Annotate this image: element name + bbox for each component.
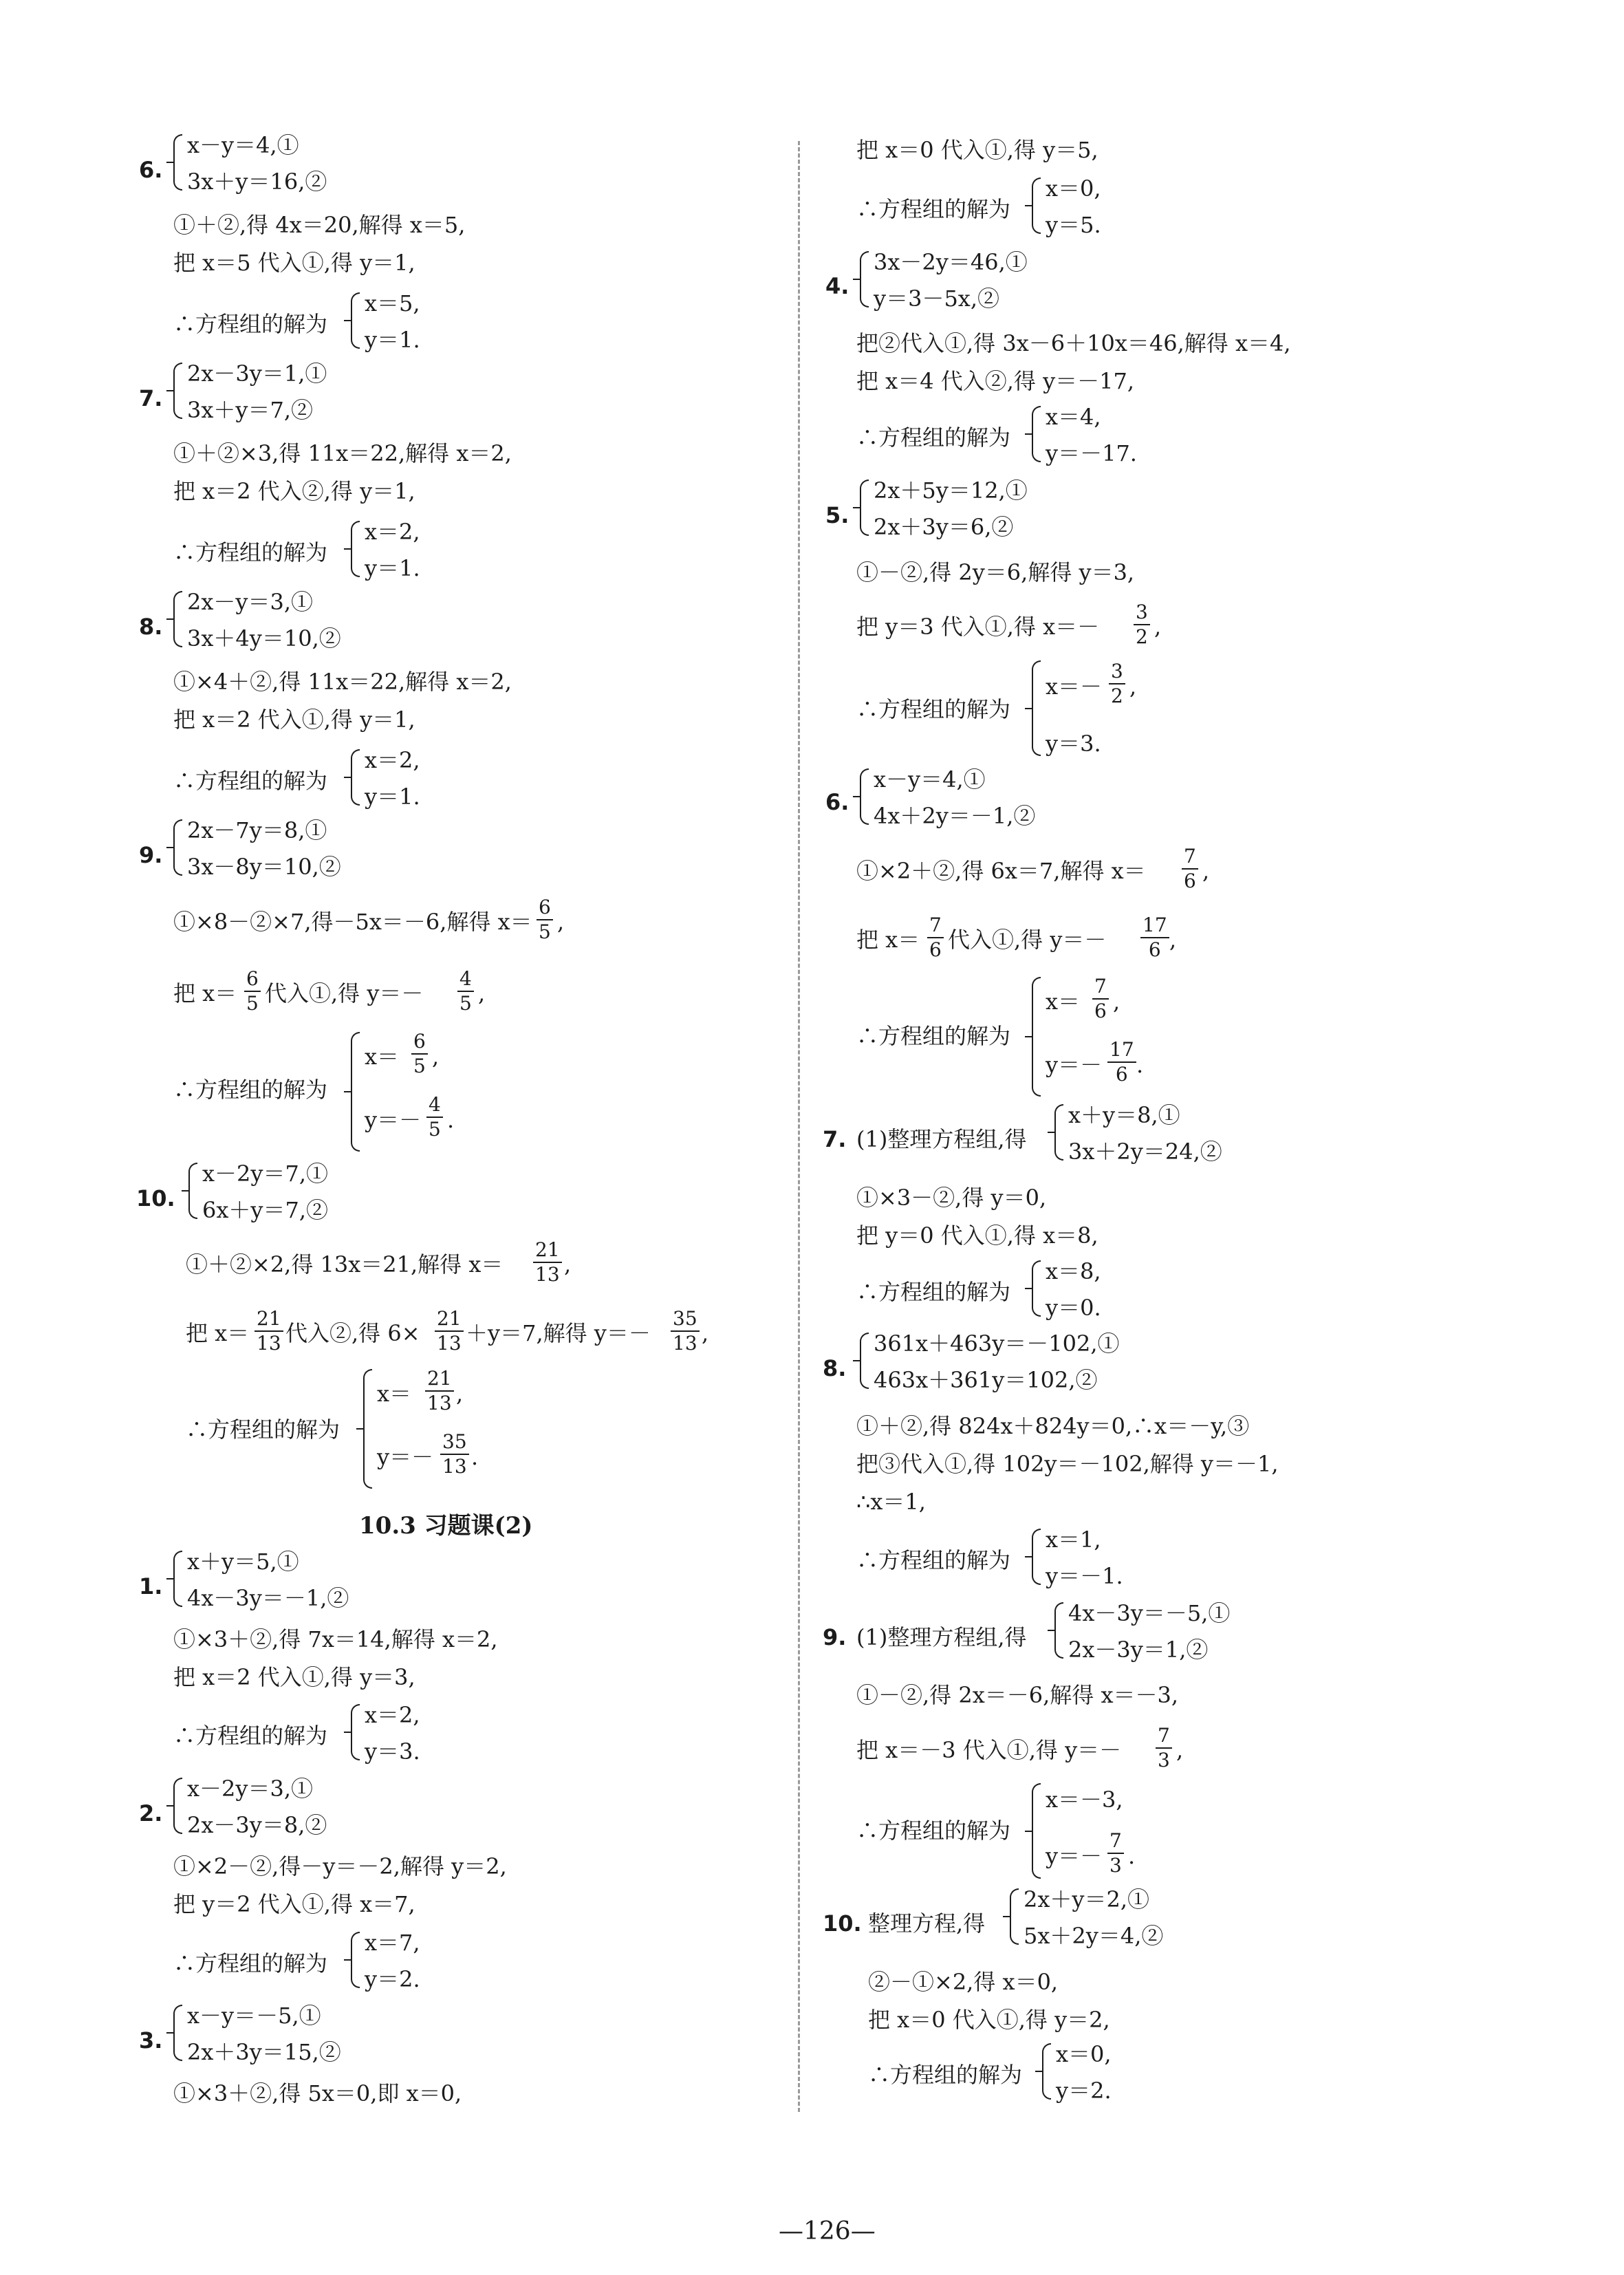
solution-x: x＝ bbox=[377, 1381, 412, 1407]
solution-x: x＝2, bbox=[365, 519, 420, 545]
equation-1: x－2y＝3,① bbox=[187, 1776, 314, 1802]
equation-2: 3x－8y＝10,② bbox=[187, 854, 341, 880]
fraction: $\frac{35}{13}$ bbox=[440, 1432, 469, 1476]
solution-y: y＝－17. bbox=[1046, 440, 1137, 466]
problem-intro: 整理方程,得 bbox=[868, 1910, 986, 1937]
conclusion-label: ∴方程组的解为 bbox=[856, 196, 1011, 222]
problem-number: 6. bbox=[139, 157, 163, 183]
solution-y: y＝3. bbox=[1046, 731, 1101, 757]
equation-2: 2x－3y＝1,② bbox=[1068, 1637, 1209, 1663]
equation-1: x＋y＝5,① bbox=[187, 1549, 299, 1575]
equation-2: 2x－3y＝8,② bbox=[187, 1812, 327, 1838]
equation-2: 4x＋2y＝－1,② bbox=[874, 803, 1036, 829]
solution-step: 代入①,得 y＝－ bbox=[265, 980, 424, 1006]
solution-step: ①×2－②,得－y＝－2,解得 y＝2, bbox=[173, 1853, 507, 1879]
solution-x: x＝8, bbox=[1046, 1258, 1101, 1284]
problem-number: 7. bbox=[823, 1126, 847, 1152]
section-title: 10.3 习题课(2) bbox=[359, 1512, 533, 1540]
punctuation: , bbox=[1169, 927, 1177, 953]
solution-y: y＝－ bbox=[1046, 1843, 1103, 1869]
solution-y: y＝－ bbox=[377, 1444, 434, 1470]
solution-step: 把 x＝0 代入①,得 y＝5, bbox=[856, 137, 1098, 163]
equation-2: 463x＋361y＝102,② bbox=[874, 1367, 1098, 1393]
fraction: $\frac{7}{6}$ bbox=[1182, 847, 1198, 891]
conclusion-label: ∴方程组的解为 bbox=[856, 1023, 1011, 1049]
solution-step: ①＋②×2,得 13x＝21,解得 x＝ bbox=[186, 1251, 504, 1277]
fraction: $\frac{6}{5}$ bbox=[537, 898, 553, 942]
solution-step: 代入②,得 6× bbox=[285, 1320, 420, 1346]
problem-number: 2. bbox=[139, 1800, 163, 1826]
solution-step: 代入①,得 y＝－ bbox=[948, 927, 1107, 953]
solution-step: 把 x＝2 代入①,得 y＝1, bbox=[173, 707, 415, 733]
punctuation: , bbox=[1176, 1737, 1184, 1763]
fraction: $\frac{7}{6}$ bbox=[1092, 977, 1109, 1021]
problem-number: 8. bbox=[139, 614, 163, 640]
problem-number: 9. bbox=[139, 842, 163, 868]
fraction: $\frac{7}{3}$ bbox=[1156, 1726, 1172, 1770]
solution-step: 把 y＝3 代入①,得 x＝－ bbox=[856, 614, 1100, 640]
solution-y: y＝1. bbox=[365, 327, 420, 353]
conclusion-label: ∴方程组的解为 bbox=[173, 1723, 328, 1749]
problem-number: 7. bbox=[139, 385, 163, 411]
solution-x: x＝－3, bbox=[1046, 1787, 1123, 1813]
equation-1: 2x＋5y＝12,① bbox=[874, 477, 1028, 504]
equation-2: 6x＋y＝7,② bbox=[202, 1197, 329, 1223]
solution-x: x＝0, bbox=[1056, 2041, 1112, 2067]
punctuation: , bbox=[432, 1044, 440, 1070]
problem-number: 1. bbox=[139, 1573, 163, 1599]
solution-x: x＝0, bbox=[1046, 175, 1101, 202]
punctuation: , bbox=[1129, 673, 1137, 700]
solution-step: 把 x＝2 代入②,得 y＝1, bbox=[173, 478, 415, 504]
equation-1: 3x－2y＝46,① bbox=[874, 249, 1028, 275]
solution-step: 把 x＝5 代入①,得 y＝1, bbox=[173, 250, 415, 276]
solution-step: 把③代入①,得 102y＝－102,解得 y＝－1, bbox=[856, 1451, 1279, 1477]
solution-step: 把 x＝0 代入①,得 y＝2, bbox=[868, 2007, 1110, 2033]
equation-1: x－y＝4,① bbox=[874, 766, 986, 793]
problem-intro: (1)整理方程组,得 bbox=[856, 1126, 1027, 1152]
problem-number: 9. bbox=[823, 1624, 847, 1650]
fraction: $\frac{3}{2}$ bbox=[1109, 662, 1125, 706]
equation-2: 2x＋3y＝6,② bbox=[874, 514, 1014, 540]
punctuation: . bbox=[1128, 1843, 1136, 1869]
equation-2: y＝3－5x,② bbox=[874, 285, 1000, 312]
solution-step: ①＋②×3,得 11x＝22,解得 x＝2, bbox=[173, 440, 512, 466]
conclusion-label: ∴方程组的解为 bbox=[856, 1279, 1011, 1305]
conclusion-label: ∴方程组的解为 bbox=[173, 768, 328, 794]
solution-y: y＝5. bbox=[1046, 212, 1101, 238]
problem-number: 5. bbox=[825, 502, 849, 528]
fraction: $\frac{17}{6}$ bbox=[1107, 1040, 1136, 1084]
solution-step: 把 x＝ bbox=[173, 980, 237, 1006]
conclusion-label: ∴方程组的解为 bbox=[173, 1077, 328, 1103]
solution-step: 把 x＝－3 代入①,得 y＝－ bbox=[856, 1737, 1122, 1763]
conclusion-label: ∴方程组的解为 bbox=[173, 539, 328, 565]
solution-y: y＝2. bbox=[1056, 2078, 1112, 2104]
fraction: $\frac{21}{13}$ bbox=[435, 1309, 464, 1353]
punctuation: . bbox=[447, 1107, 455, 1133]
fraction: $\frac{7}{6}$ bbox=[927, 916, 944, 960]
solution-step: 把 x＝ bbox=[186, 1320, 250, 1346]
solution-step: ①×2＋②,得 6x＝7,解得 x＝ bbox=[856, 858, 1146, 884]
solution-step: ∴x＝1, bbox=[856, 1489, 926, 1515]
solution-step: 把 y＝0 代入①,得 x＝8, bbox=[856, 1222, 1098, 1249]
fraction: $\frac{4}{5}$ bbox=[457, 969, 474, 1013]
problem-number: 6. bbox=[825, 789, 849, 815]
solution-x: x＝ bbox=[1046, 989, 1081, 1015]
solution-step: 把 x＝ bbox=[856, 927, 920, 953]
solution-step: ①×4＋②,得 11x＝22,解得 x＝2, bbox=[173, 669, 512, 695]
column-divider bbox=[798, 141, 800, 2112]
solution-step: ＋y＝7,解得 y＝－ bbox=[466, 1320, 651, 1346]
solution-step: ①－②,得 2y＝6,解得 y＝3, bbox=[856, 559, 1135, 585]
equation-1: x－2y＝7,① bbox=[202, 1161, 329, 1187]
solution-y: y＝0. bbox=[1046, 1295, 1101, 1321]
solution-step: ①×3－②,得 y＝0, bbox=[856, 1185, 1047, 1211]
fraction: $\frac{21}{13}$ bbox=[425, 1369, 454, 1413]
problem-number: 10. bbox=[823, 1910, 862, 1937]
solution-step: ①×8－②×7,得－5x＝－6,解得 x＝ bbox=[173, 909, 532, 935]
equation-2: 5x＋2y＝4,② bbox=[1024, 1923, 1164, 1949]
solution-x: x＝ bbox=[365, 1044, 400, 1070]
punctuation: , bbox=[456, 1381, 464, 1407]
solution-step: ①×3＋②,得 5x＝0,即 x＝0, bbox=[173, 2080, 462, 2106]
solution-x: x＝－ bbox=[1046, 673, 1103, 700]
solution-y: y＝－ bbox=[1046, 1052, 1103, 1078]
equation-1: x－y＝4,① bbox=[187, 132, 299, 158]
conclusion-label: ∴方程组的解为 bbox=[868, 2062, 1023, 2088]
equation-1: 2x＋y＝2,① bbox=[1024, 1886, 1150, 1912]
equation-2: 3x＋2y＝24,② bbox=[1068, 1139, 1222, 1165]
solution-y: y＝1. bbox=[365, 784, 420, 810]
punctuation: . bbox=[471, 1444, 479, 1470]
equation-1: x－y＝－5,① bbox=[187, 2003, 321, 2029]
solution-x: x＝2, bbox=[365, 1702, 420, 1728]
fraction: $\frac{4}{5}$ bbox=[426, 1095, 443, 1139]
equation-1: 2x－y＝3,① bbox=[187, 589, 314, 615]
solution-x: x＝4, bbox=[1046, 404, 1101, 430]
punctuation: , bbox=[478, 980, 486, 1006]
solution-step: 把 x＝2 代入①,得 y＝3, bbox=[173, 1664, 415, 1690]
equation-2: 3x＋y＝16,② bbox=[187, 169, 327, 195]
solution-x: x＝5, bbox=[365, 290, 420, 316]
fraction: $\frac{3}{2}$ bbox=[1134, 603, 1150, 647]
solution-y: y＝3. bbox=[365, 1738, 420, 1765]
equation-1: x＋y＝8,① bbox=[1068, 1102, 1180, 1128]
punctuation: , bbox=[1202, 858, 1210, 884]
fraction: $\frac{17}{6}$ bbox=[1140, 916, 1169, 960]
solution-step: ①＋②,得 4x＝20,解得 x＝5, bbox=[173, 212, 466, 238]
solution-y: y＝1. bbox=[365, 555, 420, 581]
solution-step: 把②代入①,得 3x－6＋10x＝46,解得 x＝4, bbox=[856, 330, 1291, 356]
equation-2: 3x＋y＝7,② bbox=[187, 397, 314, 423]
equation-1: 2x－3y＝1,① bbox=[187, 360, 327, 387]
fraction: $\frac{21}{13}$ bbox=[533, 1240, 562, 1284]
solution-step: 把 y＝2 代入①,得 x＝7, bbox=[173, 1891, 415, 1917]
equation-2: 2x＋3y＝15,② bbox=[187, 2039, 341, 2065]
solution-x: x＝2, bbox=[365, 747, 420, 773]
punctuation: , bbox=[702, 1320, 709, 1346]
fraction: $\frac{21}{13}$ bbox=[255, 1309, 283, 1353]
solution-y: y＝2. bbox=[365, 1966, 420, 1992]
problem-number: 3. bbox=[139, 2027, 163, 2053]
solution-step: ①＋②,得 824x＋824y＝0,∴x＝－y,③ bbox=[856, 1413, 1250, 1439]
conclusion-label: ∴方程组的解为 bbox=[173, 311, 328, 337]
fraction: $\frac{6}{5}$ bbox=[411, 1032, 428, 1076]
equation-1: 2x－7y＝8,① bbox=[187, 817, 327, 843]
problem-number: 10. bbox=[136, 1185, 175, 1211]
punctuation: , bbox=[564, 1251, 572, 1277]
problem-number: 4. bbox=[825, 273, 849, 299]
punctuation: , bbox=[1113, 989, 1120, 1015]
equation-1: 4x－3y＝－5,① bbox=[1068, 1600, 1231, 1626]
punctuation: . bbox=[1136, 1052, 1144, 1078]
solution-x: x＝7, bbox=[365, 1930, 420, 1956]
solution-y: y＝－1. bbox=[1046, 1563, 1123, 1589]
solution-step: ①×3＋②,得 7x＝14,解得 x＝2, bbox=[173, 1626, 498, 1652]
conclusion-label: ∴方程组的解为 bbox=[856, 1547, 1011, 1573]
solution-step: ②－①×2,得 x＝0, bbox=[868, 1969, 1059, 1995]
solution-x: x＝1, bbox=[1046, 1527, 1101, 1553]
fraction: $\frac{35}{13}$ bbox=[671, 1309, 700, 1353]
equation-2: 4x－3y＝－1,② bbox=[187, 1585, 349, 1611]
fraction: $\frac{6}{5}$ bbox=[244, 969, 261, 1013]
conclusion-label: ∴方程组的解为 bbox=[856, 424, 1011, 451]
solution-step: 把 x＝4 代入②,得 y＝－17, bbox=[856, 368, 1135, 394]
solution-y: y＝－ bbox=[365, 1107, 422, 1133]
conclusion-label: ∴方程组的解为 bbox=[173, 1950, 328, 1976]
problem-intro: (1)整理方程组,得 bbox=[856, 1624, 1027, 1650]
page-number: —126— bbox=[779, 2217, 876, 2245]
solution-step: ①－②,得 2x＝－6,解得 x＝－3, bbox=[856, 1682, 1179, 1708]
problem-number: 8. bbox=[823, 1355, 847, 1381]
punctuation: , bbox=[1154, 614, 1162, 640]
fraction: $\frac{7}{3}$ bbox=[1107, 1831, 1124, 1875]
conclusion-label: ∴方程组的解为 bbox=[186, 1416, 340, 1443]
punctuation: , bbox=[557, 909, 565, 935]
conclusion-label: ∴方程组的解为 bbox=[856, 696, 1011, 722]
equation-2: 3x＋4y＝10,② bbox=[187, 625, 341, 651]
equation-1: 361x＋463y＝－102,① bbox=[874, 1330, 1120, 1357]
conclusion-label: ∴方程组的解为 bbox=[856, 1818, 1011, 1844]
